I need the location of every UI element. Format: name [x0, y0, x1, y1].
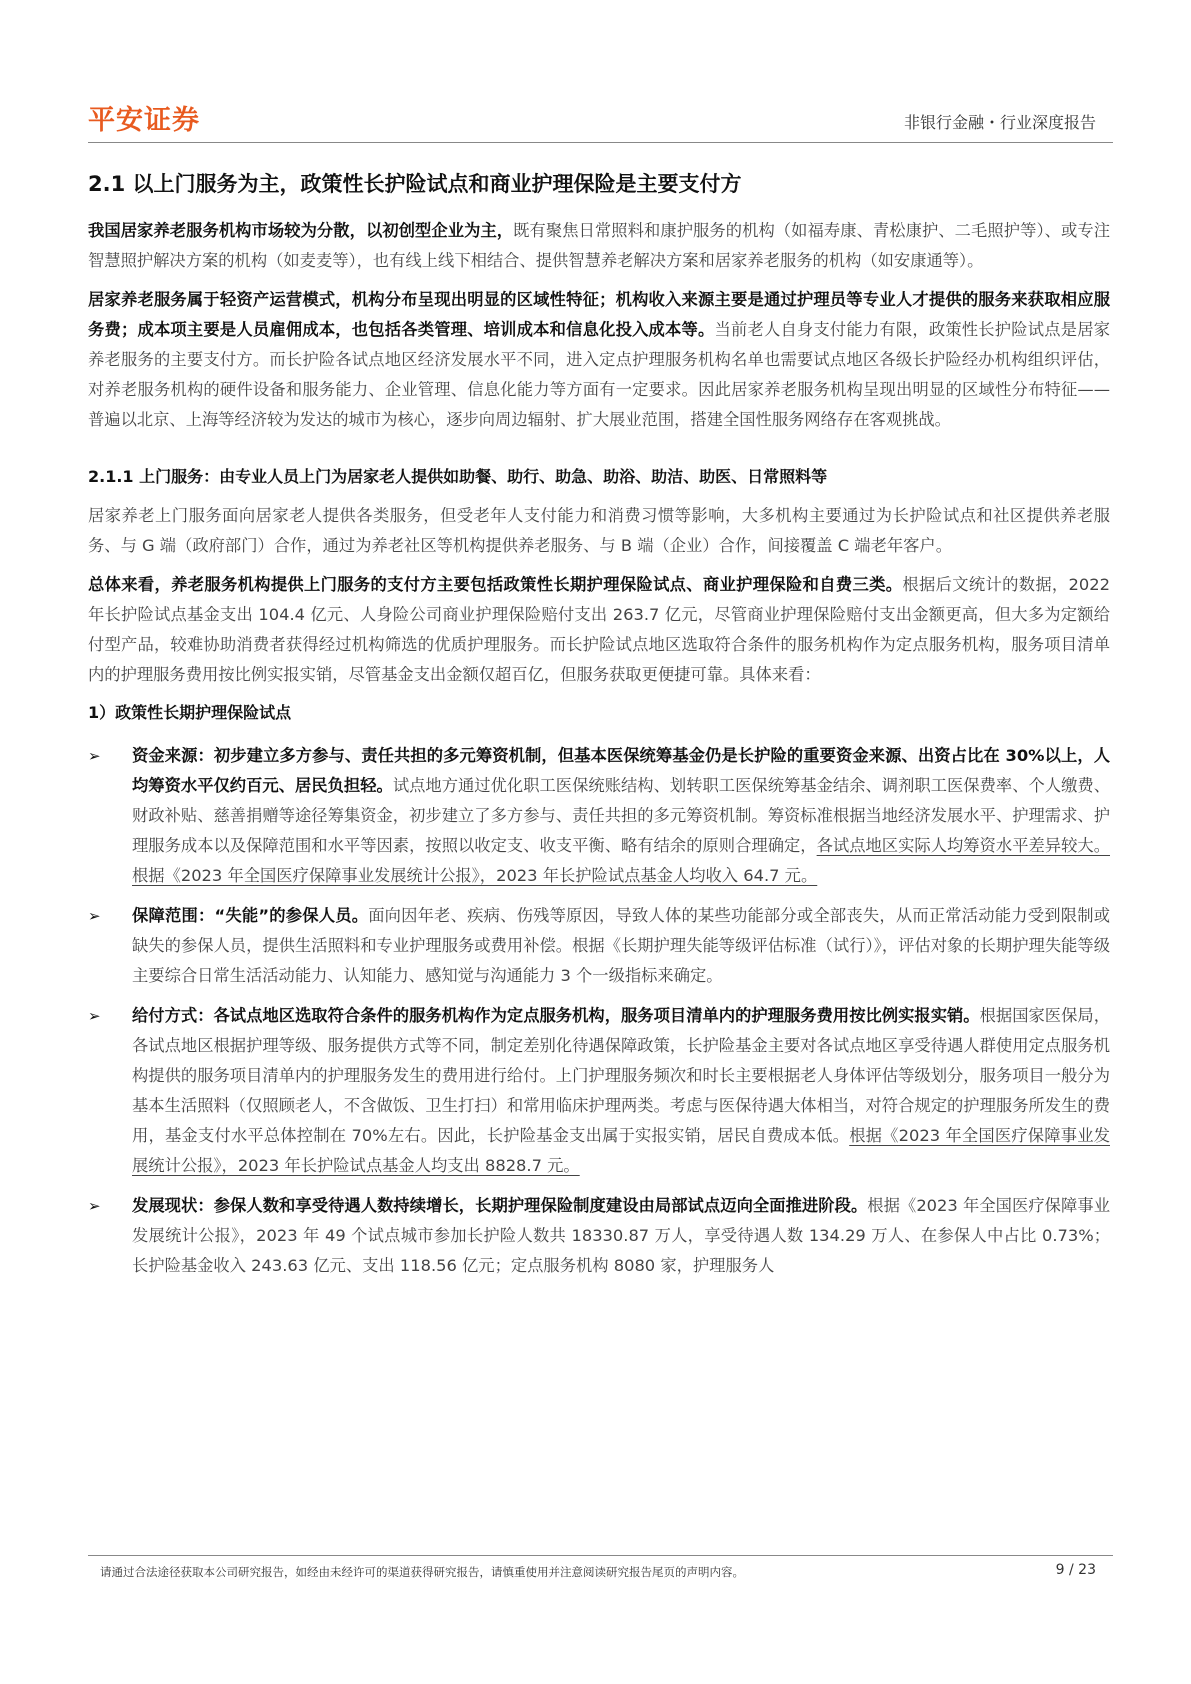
paragraph-lead: 居家养老服务属于轻资产运营模式，机构分布呈现出明显的区域性特征；机构收入来源主要是通过护理员等专业人才提供的服务来获取相应服务费；成本项主要是人员雇佣成本，也包括各类管理、培训成本和信息化投入成本等。	[88, 290, 1110, 339]
bullet-body: 根据国家医保局，各试点地区根据护理等级、服务提供方式等不同，制定差别化待遇保障政策，长护险基金主要对各试点地区享受待遇人群使用定点服务机构提供的服务项目清单内的护理服务发生的费用进行给付。上门护理服务频次和时长主要根据老人身体评估等级划分，服务项目一般分为基本生活照料（仅照顾老人，不含做饭、卫生打扫）和常用临床护理两类。考虑与医保待遇大体相当，对符合规定的护理服务所发生的费用，基金支付水平总体控制在 70%左右。因此，长护险基金支出属于实报实销，居民自费成本低。	[132, 1006, 1110, 1145]
bullet-coverage-scope	[88, 901, 1110, 991]
bullet-payment-method	[88, 1001, 1110, 1181]
bullet-text	[132, 901, 1110, 991]
bullet-text	[132, 741, 1110, 891]
bullet-lead: 保障范围：“失能”的参保人员。	[132, 906, 369, 925]
arrow-bullet-icon: ➢	[88, 747, 101, 765]
bullet-body: 试点地方通过优化职工医保统账结构、划转职工医保统筹基金结余、调剂职工医保费率、个人缴费、财政补贴、慈善捐赠等途径筹集资金，初步建立了多方参与、责任共担的多元筹资机制。筹资标准根据当地经济发展水平、护理需求、护理服务成本以及保障范围和水平等因素，按照以收定支、收支平衡、略有结余的原则合理确定，	[132, 776, 1110, 855]
page-number: 9 / 23	[1055, 1562, 1096, 1578]
paragraph-lead: 我国居家养老服务机构市场较为分散，以初创型企业为主，	[88, 221, 514, 240]
subsection-paragraph-2	[88, 570, 1110, 690]
bullet-development-status	[88, 1191, 1110, 1281]
section-title: 2.1 以上门服务为主，政策性长护险试点和商业护理保险是主要支付方	[88, 172, 742, 196]
paragraph-text: 当前老人自身支付能力有限，政策性长护险试点是居家养老服务的主要支付方。而长护险各试点地区经济发展水平不同，进入定点护理服务机构名单也需要试点地区各级长护险经办机构组织评估，对养老服务机构的硬件设备和服务能力、企业管理、信息化能力等方面有一定要求。因此居家养老服务机构呈现出明显的区域性分布特征——普遍以北京、上海等经济较为发达的城市为核心，逐步向周边辐射、扩大展业范围，搭建全国性服务网络存在客观挑战。	[88, 320, 1110, 429]
bullet-text	[132, 1191, 1110, 1281]
arrow-bullet-icon: ➢	[88, 1197, 101, 1215]
arrow-bullet-icon: ➢	[88, 1007, 101, 1025]
paragraph-text: 根据后文统计的数据，2022 年长护险试点基金支出 104.4 亿元、人身险公司商业护理保险赔付支出 263.7 亿元，尽管商业护理保险赔付支出金额更高，但大多为定额给付型产品，较难协助消费者获得经过机构筛选的优质护理服务。而长护险试点地区选取符合条件的服务机构作为定点服务机构，服务项目清单内的护理服务费用按比例实报实销，尽管基金支出金额仅超百亿，但服务获取更便捷可靠。具体来看：	[88, 575, 1110, 684]
paragraph-lead: 总体来看，养老服务机构提供上门服务的支付方主要包括政策性长期护理保险试点、商业护理保险和自费三类。	[88, 575, 903, 594]
bullet-text	[132, 1001, 1110, 1181]
arrow-bullet-icon: ➢	[88, 907, 101, 925]
bullet-lead: 资金来源：初步建立多方参与、责任共担的多元筹资机制，但基本医保统筹基金仍是长护险的重要资金来源、出资占比在 30%以上，人均筹资水平仅约百元、居民负担轻。	[132, 746, 1110, 795]
report-body	[88, 168, 1110, 1291]
subsection-title: 2.1.1 上门服务：由专业人员上门为居家老人提供如助餐、助行、助急、助浴、助洁、助医、日常照料等	[88, 467, 828, 486]
bullet-underlined: 各试点地区实际人均筹资水平差异较大。根据《2023 年全国医疗保障事业发展统计公报》，2023 年长护险试点基金人均收入 64.7 元。	[132, 836, 1110, 885]
bullet-body: 面向因年老、疾病、伤残等原因，导致人体的某些功能部分或全部丧失，从而正常活动能力受到限制或缺失的参保人员，提供生活照料和专业护理服务或费用补偿。根据《长期护理失能等级评估标准（试行）》，评估对象的长期护理失能等级主要综合日常生活活动能力、认知能力、感知觉与沟通能力 3 个一级指标来确定。	[132, 906, 1110, 985]
subsection-paragraph-1: 居家养老上门服务面向居家老人提供各类服务，但受老年人支付能力和消费习惯等影响，大多机构主要通过为长护险试点和社区提供养老服务、与 G 端（政府部门）合作，通过为养老社区等机构提供养老服务、与 B 端（企业）合作，间接覆盖 C 端老年客户。	[88, 506, 1110, 555]
section-paragraph-2	[88, 285, 1110, 435]
bullet-body: 根据《2023 年全国医疗保障事业发展统计公报》，2023 年 49 个试点城市参加长护险人数共 18330.87 万人，享受待遇人数 134.29 万人、在参保人中占比 0.73%；长护险基金收入 243.63 亿元、支出 118.56 亿元；定点服务机构 8080 家，护理服务人	[132, 1196, 1110, 1275]
report-type-label: 非银行金融・行业深度报告	[903, 113, 1096, 132]
list-title: 1）政策性长期护理保险试点	[88, 703, 292, 722]
bullet-lead: 发展现状：参保人数和享受待遇人数持续增长，长期护理保险制度建设由局部试点迈向全面推进阶段。	[132, 1196, 868, 1215]
footer-divider	[88, 1555, 1113, 1556]
bullet-lead: 给付方式：各试点地区选取符合条件的服务机构作为定点服务机构，服务项目清单内的护理服务费用按比例实报实销。	[132, 1006, 980, 1025]
bullet-underlined: 根据《2023 年全国医疗保障事业发展统计公报》，2023 年长护险试点基金人均支出 8828.7 元。	[132, 1126, 1110, 1175]
header-divider	[88, 142, 1113, 143]
paragraph-text: 既有聚焦日常照料和康护服务的机构（如福寿康、青松康护、二毛照护等）、或专注智慧照护解决方案的机构（如麦麦等），也有线上线下相结合、提供智慧养老解决方案和居家养老服务的机构（如安康通等）。	[88, 221, 1110, 270]
bullet-funding-source	[88, 741, 1110, 891]
footer-disclaimer: 请通过合法途径获取本公司研究报告，如经由未经许可的渠道获得研究报告，请慎重使用并注意阅读研究报告尾页的声明内容。	[100, 1565, 744, 1579]
section-paragraph-1	[88, 216, 1110, 276]
company-logo: 平安证券	[88, 105, 200, 136]
